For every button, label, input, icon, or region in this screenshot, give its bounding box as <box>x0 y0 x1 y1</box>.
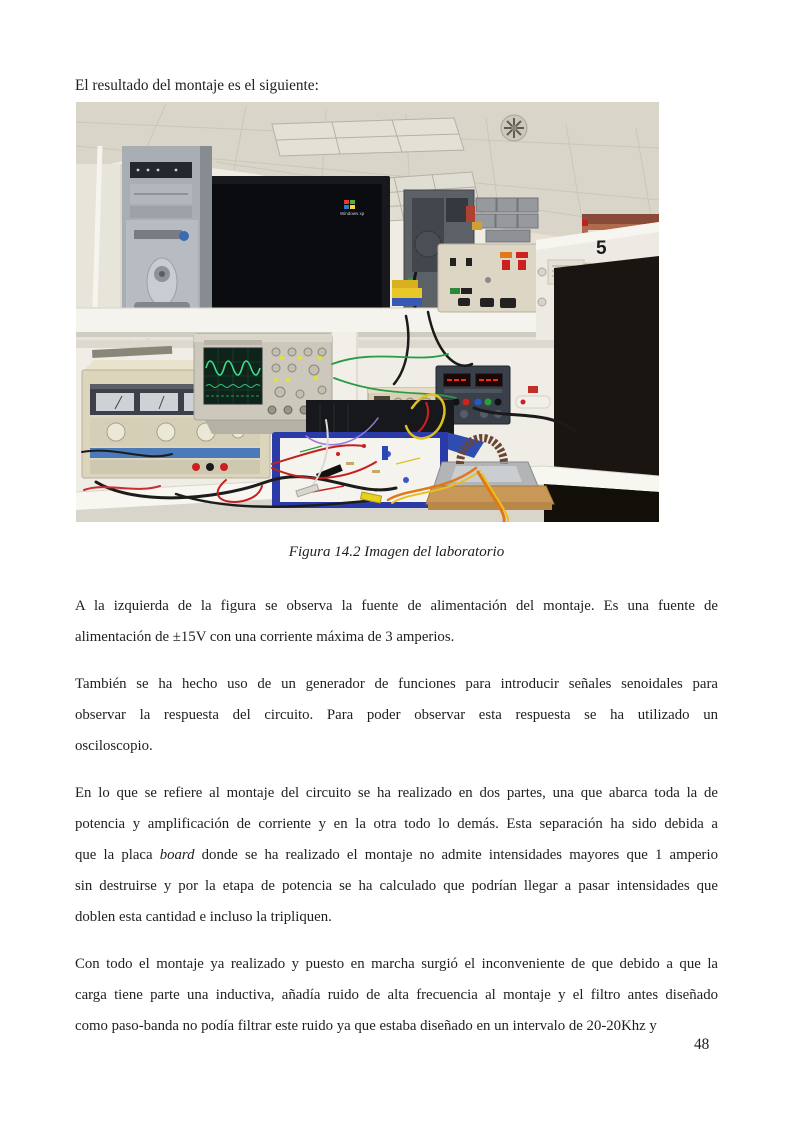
figure-photo <box>76 102 659 522</box>
text-line: como paso-banda no podía filtrar este ruido ya que estaba diseñado en un intervalo de 20-20Khz y <box>75 1018 657 1034</box>
text-line: sin destruirse y por la etapa de potencia se ha calculado que podrían llegar a pasar intensidades que <box>75 878 718 894</box>
text-line: osciloscopio. <box>75 738 153 754</box>
test-leads-stack <box>392 280 422 306</box>
ceiling-vent-icon <box>501 115 527 141</box>
cabinet-number: 5 <box>596 238 607 259</box>
text-line <box>75 840 718 871</box>
light-panel <box>272 118 464 156</box>
text-run-italic: board <box>159 847 195 863</box>
oscilloscope-screen <box>204 348 262 404</box>
body-text <box>75 591 718 1058</box>
text-line: También se ha hecho uso de un generador de funciones para introducir señales senoidales para <box>75 676 718 692</box>
intro-line: El resultado del montaje es el siguiente: <box>75 77 319 94</box>
text-line: doblen esta cantidad e incluso la tripliquen. <box>75 909 332 925</box>
text-line: A la izquierda de la figura se observa la fuente de alimentación del montaje. Es una fuente de <box>75 598 718 614</box>
text-line: carga tiene parte una inductiva, añadía ruido de alta frecuencia al montaje y el filtro antes diseñado <box>75 987 718 1003</box>
text-line: alimentación de ±15V con una corriente máxima de 3 amperios. <box>75 629 455 645</box>
paragraph-4 <box>75 949 718 1042</box>
paragraph-3 <box>75 778 718 933</box>
shelf-post <box>332 332 358 404</box>
svg-text:Windows xp: Windows xp <box>340 211 365 216</box>
instrument-box <box>438 244 542 312</box>
pc-tower <box>122 146 212 314</box>
page-number: 48 <box>694 1036 710 1053</box>
laboratory-scene <box>76 102 659 522</box>
text-line: observar la respuesta del circuito. Para poder observar esta respuesta se ha utilizado un <box>75 707 718 723</box>
text-line: potencia y amplificación de corriente y en la otra todo lo demás. Esta separación ha sido debida a <box>75 816 718 832</box>
paragraph-1 <box>75 591 718 653</box>
figure-caption: Figura 14.2 Imagen del laboratorio <box>288 544 505 560</box>
text-line: Con todo el montaje ya realizado y puesto en marcha surgió el inconveniente de que debido a que la <box>75 956 718 972</box>
text-run: donde se ha realizado el montaje no admite intensidades mayores que 1 amperio <box>194 847 718 863</box>
text-line: En lo que se refiere al montaje del circuito se ha realizado en dos partes, una que abarca toda la de <box>75 785 718 801</box>
paragraph-2 <box>75 669 718 762</box>
text-run: que la placa <box>75 847 160 863</box>
